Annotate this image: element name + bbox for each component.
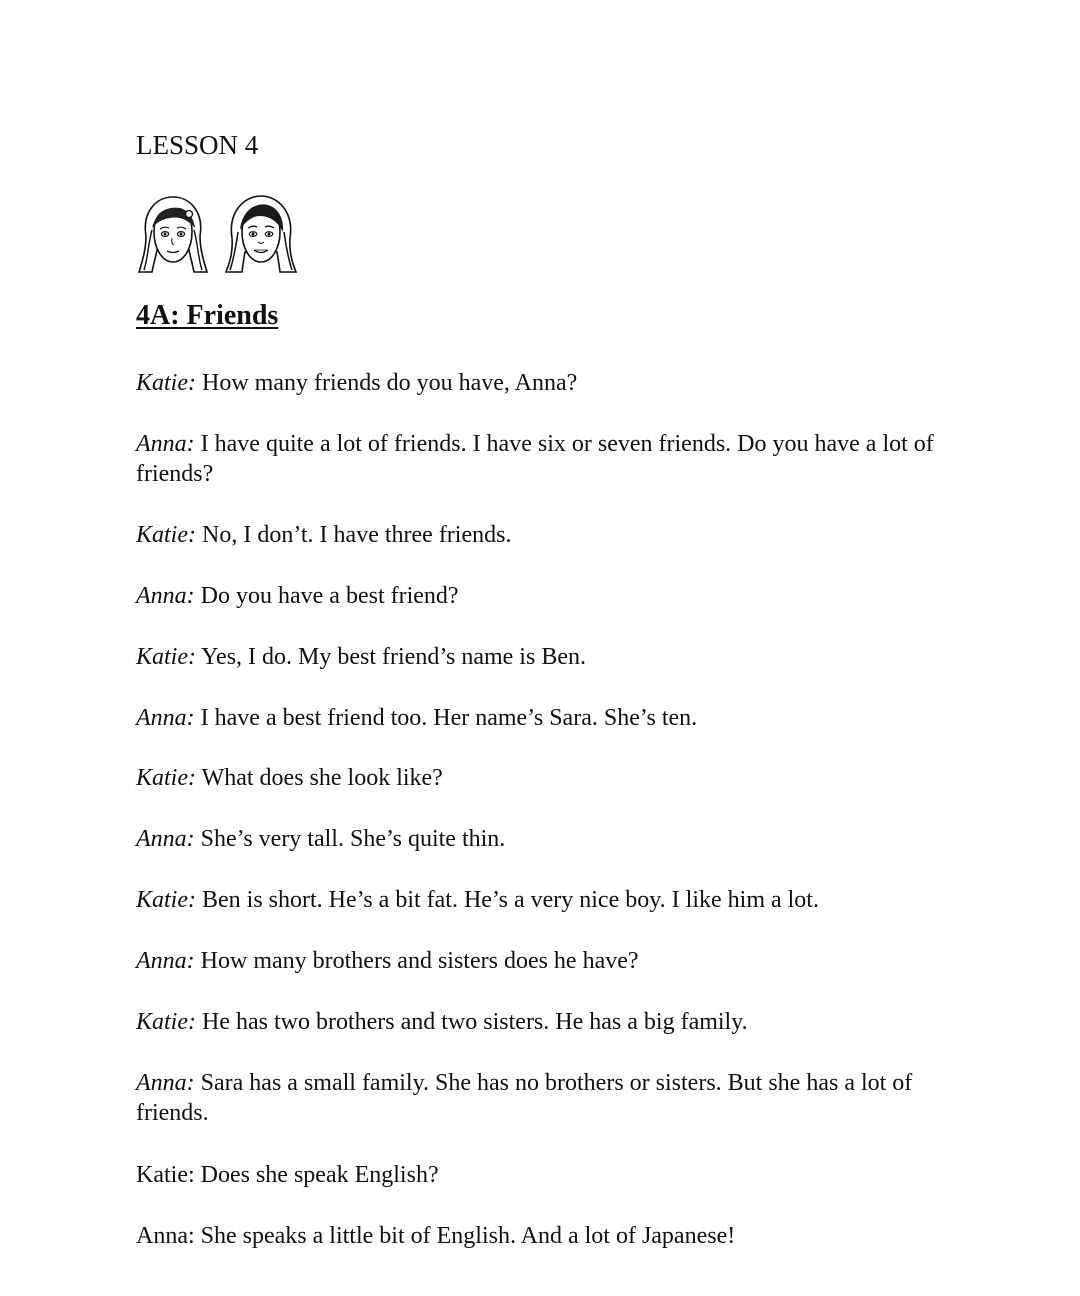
line-text: How many friends do you have, Anna? [196,370,578,396]
character-portraits [134,192,304,274]
speaker-name: Katie: [136,370,196,396]
girl-anna-portrait-icon [222,192,300,274]
dialogue-line [136,1221,946,1251]
line-text: I have a best friend too. Her name’s Sara. She’s ten. [194,705,698,731]
line-text: She’s very tall. She’s quite thin. [194,826,506,852]
speaker-name: Katie: [136,644,196,670]
speaker-name: Anna: [136,705,195,731]
speaker-name: Anna: [136,826,195,852]
speaker-name: Katie: [136,765,196,791]
line-text: How many brothers and sisters does he have? [194,948,639,974]
speaker-name: Katie: [136,522,196,548]
line-text: She speaks a little bit of English. And a lot of Japanese! [194,1223,736,1249]
dialogue-line [136,703,946,733]
dialogue-line [136,642,946,672]
section-title: 4A: Friends [136,300,279,331]
line-text: What does she look like? [196,765,443,791]
dialogue-line [136,1160,946,1190]
speaker-name: Katie: [136,1009,196,1035]
line-text: Does she speak English? [194,1162,439,1188]
lesson-title: LESSON 4 [136,130,259,160]
line-text: Do you have a best friend? [194,583,459,609]
girl-katie-portrait-icon [134,192,212,274]
speaker-name: Anna: [136,431,195,457]
dialogue-line [136,1007,946,1037]
dialogue-line [136,581,946,611]
speaker-name: Anna: [136,583,195,609]
line-text: Sara has a small family. She has no brothers or sisters. But she has a lot of friends. [136,1070,913,1126]
dialogue-line [136,763,946,793]
dialogue-line [136,368,946,398]
dialogue-line [136,429,946,489]
line-text: I have quite a lot of friends. I have six or seven friends. Do you have a lot of friends? [136,431,934,487]
speaker-name: Anna: [136,1223,195,1249]
line-text: Ben is short. He’s a bit fat. He’s a very nice boy. I like him a lot. [196,887,819,913]
dialogue-line [136,885,946,915]
line-text: No, I don’t. I have three friends. [196,522,512,548]
dialogue-line [136,520,946,550]
speaker-name: Anna: [136,948,195,974]
speaker-name: Katie: [136,887,196,913]
line-text: He has two brothers and two sisters. He has a big family. [196,1009,748,1035]
dialogue-line [136,1068,946,1128]
speaker-name: Anna: [136,1070,195,1096]
dialogue-line [136,824,946,854]
speaker-name: Katie: [136,1162,195,1188]
dialogue-line [136,946,946,976]
line-text: Yes, I do. My best friend’s name is Ben. [196,644,586,670]
